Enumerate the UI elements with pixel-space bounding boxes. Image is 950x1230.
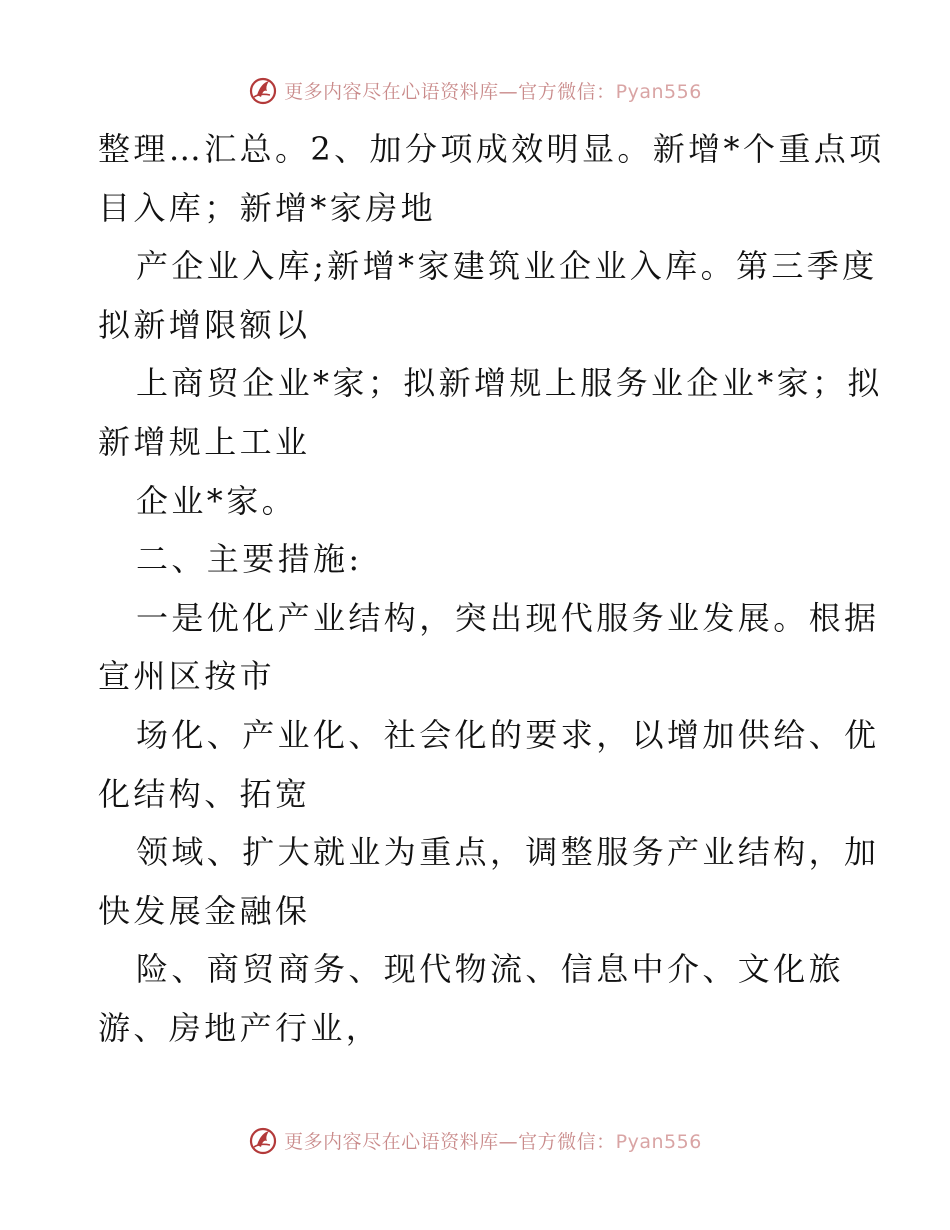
- footer-watermark: [0, 1120, 950, 1160]
- text-line: 一是优化产业结构，突出现代服务业发展。根据: [136, 598, 880, 637]
- watermark-text: 更多内容尽在心语资料库—官方微信：Pyan556: [284, 1130, 702, 1153]
- text-line: 产企业入库;新增*家建筑业企业入库。第三季度: [136, 247, 878, 286]
- flame-seal-logo-icon: [248, 1125, 278, 1155]
- text-line: 快发展金融保: [98, 891, 311, 930]
- document-body: [98, 120, 885, 1058]
- watermark-wechat-id: Pyan556: [615, 1130, 702, 1153]
- watermark-text: 更多内容尽在心语资料库—官方微信：Pyan556: [284, 80, 702, 103]
- text-line: 二、主要措施:: [136, 540, 363, 579]
- flame-seal-logo-icon: [248, 75, 278, 105]
- header-watermark: [0, 70, 950, 110]
- text-line: 化结构、拓宽: [98, 774, 311, 813]
- text-line: 目入库；新增*家房地: [98, 188, 437, 227]
- text-line: 整理…汇总。2、加分项成效明显。新增*个重点项: [98, 130, 885, 168]
- watermark-wechat-id: Pyan556: [615, 80, 702, 103]
- text-line: 新增规上工业: [98, 422, 311, 461]
- text-line: 上商贸企业*家；拟新增规上服务业企业*家；拟: [136, 364, 883, 403]
- text-line: 宣州区按市: [98, 657, 276, 696]
- text-line: 险、商贸商务、现代物流、信息中介、文化旅: [136, 950, 845, 989]
- text-line: 企业*家。: [136, 481, 298, 520]
- text-line: 场化、产业化、社会化的要求，以增加供给、优: [136, 715, 880, 754]
- text-line: 领域、扩大就业为重点，调整服务产业结构，加: [136, 833, 880, 872]
- text-line: 拟新增限额以: [98, 305, 311, 344]
- text-line: 游、房地产行业，: [98, 1008, 382, 1047]
